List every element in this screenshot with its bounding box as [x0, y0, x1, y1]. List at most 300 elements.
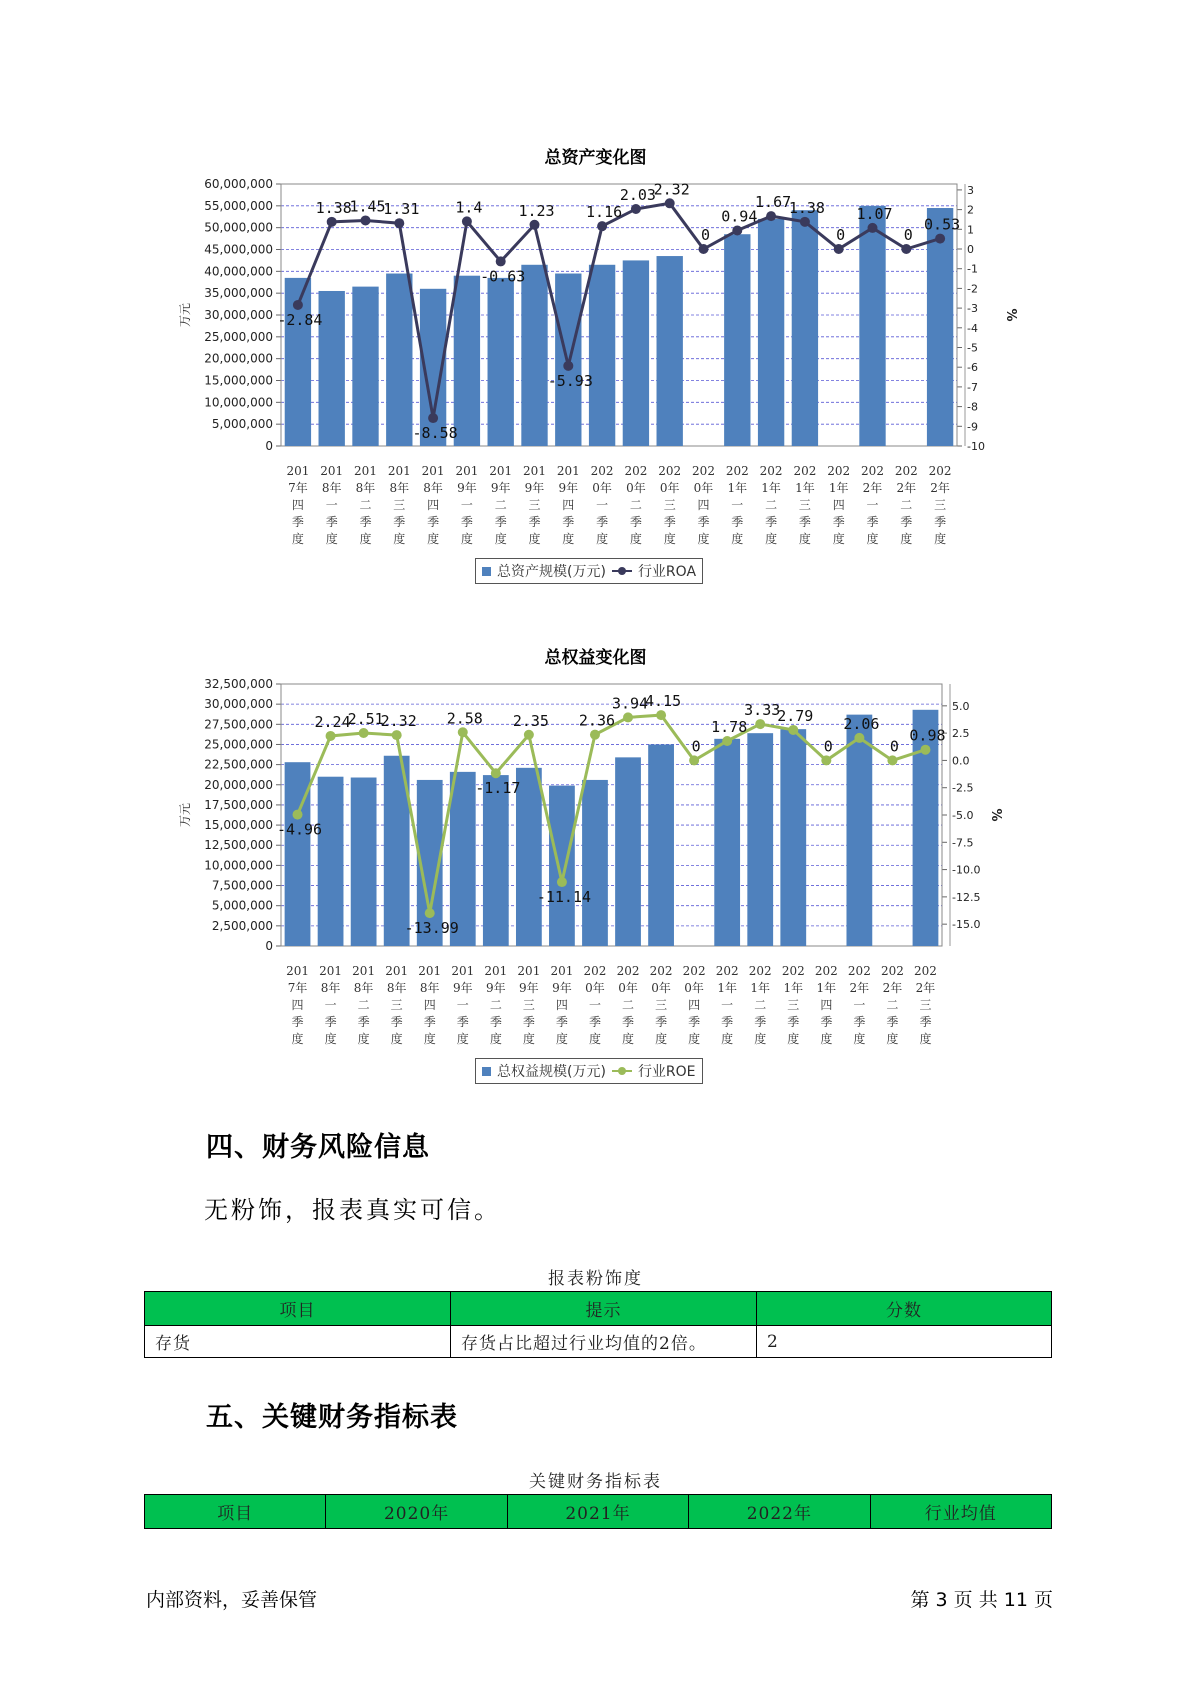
- data-label: 1.78: [711, 717, 748, 736]
- x-tick-label: 0年: [684, 981, 704, 995]
- data-point: [821, 755, 831, 765]
- data-label: 1.16: [586, 203, 623, 222]
- x-tick-label: 一: [721, 998, 734, 1012]
- bar-legend-swatch: [482, 1067, 491, 1076]
- x-tick-label: 季: [489, 1015, 502, 1029]
- x-tick-label: 四: [820, 998, 833, 1012]
- y-axis-title: 万元: [178, 302, 192, 328]
- x-tick-label: 201: [320, 464, 344, 478]
- x-tick-label: 三: [798, 498, 811, 512]
- x-tick-label: 202: [759, 464, 783, 478]
- total-pages: 11: [1003, 1589, 1028, 1611]
- x-tick-label: 季: [359, 515, 372, 529]
- data-point: [732, 225, 742, 235]
- y-tick-label: 30,000,000: [204, 308, 273, 322]
- x-tick-label: 一: [853, 998, 866, 1012]
- y2-tick-label: -7.5: [952, 836, 974, 850]
- chart1-title: 总资产变化图: [544, 148, 647, 168]
- x-tick-label: 度: [291, 532, 304, 546]
- x-tick-label: 9年: [524, 481, 545, 495]
- x-tick-label: 201: [286, 464, 310, 478]
- data-label: -11.14: [536, 888, 592, 907]
- data-point: [800, 217, 810, 227]
- bar: [747, 733, 773, 946]
- data-label: -0.63: [480, 267, 526, 286]
- x-tick-label: 一: [325, 498, 338, 512]
- x-tick-label: 201: [286, 964, 309, 978]
- data-label: 1.38: [788, 198, 825, 217]
- x-tick-label: 度: [934, 532, 947, 546]
- data-point: [788, 725, 798, 735]
- x-tick-label: 二: [754, 998, 767, 1012]
- y2-axis-title: %: [988, 808, 1003, 822]
- y-tick-label: 12,500,000: [204, 838, 273, 853]
- y2-tick-label: -10.0: [952, 863, 981, 877]
- current-page: 3: [935, 1589, 948, 1611]
- data-point: [887, 755, 897, 765]
- y2-tick-label: -8: [967, 400, 978, 414]
- data-point: [327, 217, 337, 227]
- x-tick-label: 季: [460, 515, 473, 529]
- y2-tick-label: -10: [967, 440, 985, 453]
- page-prefix: 第: [910, 1589, 930, 1611]
- y2-tick-label: 1: [967, 223, 974, 237]
- y-tick-label: 30,000,000: [204, 697, 273, 712]
- data-label: 2.24: [314, 712, 351, 731]
- x-tick-label: 2年: [930, 481, 950, 495]
- x-tick-label: 202: [827, 464, 851, 478]
- bar: [488, 278, 514, 446]
- x-tick-label: 度: [423, 1032, 436, 1046]
- y-tick-label: 22,500,000: [204, 757, 273, 772]
- x-tick-label: 度: [528, 532, 541, 546]
- chart2-legend-bar-label: 总权益规模(万元): [497, 1064, 606, 1080]
- bar: [780, 729, 806, 946]
- y-tick-label: 0: [265, 439, 273, 453]
- x-tick-label: 季: [596, 515, 609, 529]
- y2-tick-label: 0: [967, 243, 974, 257]
- data-point: [524, 730, 534, 740]
- x-tick-label: 季: [886, 1015, 899, 1029]
- bar: [521, 265, 547, 446]
- line-legend-swatch: [612, 570, 632, 572]
- data-label: 0: [691, 737, 701, 756]
- x-tick-label: 季: [325, 515, 338, 529]
- bar: [318, 777, 344, 946]
- x-tick-label: 201: [354, 464, 377, 478]
- x-tick-label: 季: [390, 1015, 403, 1029]
- table-cell: 2: [757, 1326, 1052, 1358]
- x-tick-label: 季: [820, 1015, 833, 1029]
- x-tick-label: 度: [820, 1032, 833, 1046]
- data-label: -13.99: [404, 919, 459, 938]
- x-tick-label: 季: [555, 1015, 568, 1029]
- x-tick-label: 202: [894, 464, 918, 478]
- data-label: 0: [903, 226, 913, 245]
- x-tick-label: 201: [556, 464, 580, 478]
- y-tick-label: 15,000,000: [204, 818, 273, 833]
- bar: [724, 234, 750, 446]
- x-tick-label: 2年: [896, 481, 917, 495]
- x-tick-label: 8年: [423, 481, 443, 495]
- table-header: 2020年: [326, 1495, 507, 1529]
- x-tick-label: 201: [418, 964, 442, 978]
- data-label: 1.45: [349, 197, 386, 216]
- line-legend-swatch: [612, 1070, 632, 1072]
- y2-tick-label: -2: [967, 282, 978, 296]
- x-tick-label: 1年: [727, 481, 748, 495]
- x-tick-label: 度: [919, 1032, 932, 1046]
- x-tick-label: 201: [517, 964, 541, 978]
- y2-tick-label: 2.5: [952, 727, 970, 741]
- x-tick-label: 季: [754, 1015, 767, 1029]
- bar: [927, 208, 953, 446]
- x-tick-label: 度: [324, 1032, 337, 1046]
- x-tick-label: 二: [765, 498, 778, 512]
- x-tick-label: 三: [919, 998, 932, 1012]
- data-label: 2.03: [619, 186, 656, 205]
- page-suffix: 页: [1033, 1589, 1053, 1611]
- x-tick-label: 201: [387, 464, 411, 478]
- x-tick-label: 季: [393, 515, 406, 529]
- x-tick-label: 202: [715, 964, 739, 978]
- x-tick-label: 201: [455, 464, 479, 478]
- data-label: -4.96: [276, 820, 323, 839]
- x-tick-label: 201: [550, 964, 574, 978]
- y-tick-label: 55,000,000: [204, 198, 273, 213]
- x-tick-label: 季: [494, 515, 507, 529]
- x-tick-label: 季: [427, 515, 440, 529]
- y2-tick-label: -4: [967, 321, 978, 335]
- data-point: [530, 220, 540, 230]
- x-tick-label: 度: [357, 1032, 370, 1046]
- x-tick-label: 度: [456, 1032, 469, 1046]
- section4-heading: 四、财务风险信息: [206, 1132, 430, 1163]
- x-tick-label: 2年: [915, 981, 936, 995]
- data-label: -1.17: [475, 779, 521, 798]
- data-label: -2.84: [277, 310, 323, 329]
- data-label: 2.58: [446, 709, 483, 728]
- x-tick-label: 0年: [618, 981, 638, 995]
- y-tick-label: 45,000,000: [204, 242, 273, 257]
- x-tick-label: 201: [484, 964, 508, 978]
- data-label: 1.67: [755, 193, 792, 212]
- data-point: [359, 728, 369, 738]
- x-tick-label: 度: [494, 532, 507, 546]
- window-dressing-table: [144, 1291, 1052, 1358]
- x-tick-label: 度: [663, 532, 676, 546]
- x-tick-label: 度: [489, 1032, 502, 1046]
- x-tick-label: 三: [934, 498, 947, 512]
- x-tick-label: 8年: [353, 981, 374, 995]
- data-label: 0: [889, 737, 899, 756]
- x-tick-label: 2年: [849, 981, 870, 995]
- x-tick-label: 2年: [862, 481, 883, 495]
- x-tick-label: 度: [562, 532, 575, 546]
- x-tick-label: 度: [697, 532, 710, 546]
- x-tick-label: 四: [555, 998, 568, 1012]
- y2-tick-label: -5.0: [952, 809, 974, 822]
- x-tick-label: 202: [616, 964, 640, 978]
- x-tick-label: 度: [555, 1032, 568, 1046]
- data-label: 1.07: [856, 204, 893, 223]
- x-tick-label: 度: [832, 532, 845, 546]
- x-tick-label: 季: [588, 1015, 601, 1029]
- y2-tick-label: -1: [967, 262, 978, 276]
- section4-text: 无粉饰，报表真实可信。: [204, 1196, 501, 1224]
- x-tick-label: 三: [528, 498, 541, 512]
- x-tick-label: 202: [590, 464, 614, 478]
- data-label: 0: [700, 226, 711, 245]
- x-tick-label: 202: [861, 464, 884, 478]
- x-tick-label: 季: [934, 515, 947, 529]
- x-tick-label: 四: [562, 498, 575, 512]
- data-label: 2.79: [777, 706, 814, 725]
- chart1-legend-bar-label: 总资产规模(万元): [497, 564, 606, 580]
- table-header: 提示: [451, 1292, 757, 1326]
- x-tick-label: 一: [460, 498, 473, 512]
- data-label: -5.93: [547, 371, 593, 390]
- x-tick-label: 0年: [693, 481, 714, 495]
- x-tick-label: 度: [787, 1032, 800, 1046]
- data-point: [689, 755, 699, 765]
- bar: [549, 786, 575, 946]
- x-tick-label: 202: [682, 964, 706, 978]
- x-tick-label: 度: [721, 1032, 734, 1046]
- table-header: 行业均值: [870, 1495, 1051, 1529]
- y2-tick-label: -15.0: [952, 918, 981, 932]
- x-tick-label: 四: [291, 998, 304, 1012]
- x-tick-label: 202: [583, 964, 607, 978]
- y-tick-label: 35,000,000: [204, 286, 273, 301]
- x-tick-label: 季: [900, 515, 913, 529]
- data-label: 1.23: [518, 201, 555, 220]
- x-tick-label: 1年: [761, 481, 781, 495]
- x-tick-label: 度: [460, 532, 473, 546]
- data-label: 2.32: [380, 712, 417, 731]
- section5-heading: 五、关键财务指标表: [206, 1402, 458, 1433]
- x-tick-label: 202: [880, 964, 904, 978]
- x-tick-label: 7年: [288, 481, 308, 495]
- data-label: 0: [823, 737, 833, 756]
- x-tick-label: 9年: [486, 981, 506, 995]
- y-tick-label: 27,500,000: [204, 717, 273, 732]
- x-tick-label: 1年: [828, 481, 849, 495]
- y-tick-label: 5,000,000: [211, 417, 273, 432]
- data-point: [766, 211, 776, 221]
- table-cell: 存货占比超过行业均值的2倍。: [451, 1326, 757, 1358]
- x-tick-label: 季: [866, 515, 879, 529]
- x-tick-label: 度: [588, 1032, 601, 1046]
- x-tick-label: 201: [451, 964, 475, 978]
- bar: [386, 274, 412, 446]
- x-tick-label: 季: [291, 515, 304, 529]
- bar: [623, 260, 649, 446]
- data-point: [920, 745, 930, 755]
- bar: [352, 287, 378, 446]
- bar: [483, 775, 509, 946]
- data-label: 1.38: [315, 198, 352, 217]
- chart1-legend-line-label: 行业ROA: [637, 564, 697, 580]
- data-label: 2.06: [843, 714, 880, 733]
- data-label: 3.94: [611, 694, 649, 713]
- y-tick-label: 0: [265, 939, 273, 953]
- bar: [657, 256, 683, 446]
- page-number: [910, 1585, 1053, 1612]
- y2-tick-label: -12.5: [952, 890, 981, 904]
- data-point: [834, 244, 844, 254]
- x-tick-label: 8年: [321, 481, 342, 495]
- x-tick-label: 三: [663, 498, 676, 512]
- x-tick-label: 一: [456, 998, 469, 1012]
- total-assets-chart: [0, 177, 1191, 600]
- x-tick-label: 四: [291, 498, 304, 512]
- data-label: 2.35: [512, 711, 549, 730]
- x-tick-label: 202: [692, 464, 715, 478]
- data-point: [394, 218, 404, 228]
- y-tick-label: 10,000,000: [204, 858, 273, 873]
- data-label: 0.94: [721, 207, 758, 226]
- x-tick-label: 1年: [816, 981, 837, 995]
- data-point: [361, 215, 371, 225]
- x-tick-label: 8年: [320, 981, 341, 995]
- x-tick-label: 度: [291, 1032, 304, 1046]
- x-tick-label: 度: [866, 532, 879, 546]
- x-tick-label: 202: [658, 464, 682, 478]
- table-header: 分数: [757, 1292, 1052, 1326]
- x-tick-label: 201: [319, 964, 343, 978]
- data-point: [590, 730, 600, 740]
- x-tick-label: 三: [655, 998, 668, 1012]
- table-header: 2021年: [507, 1495, 688, 1529]
- data-label: 2.32: [653, 180, 690, 199]
- x-tick-label: 202: [781, 964, 805, 978]
- x-tick-label: 8年: [419, 981, 440, 995]
- total-equity-chart: [0, 677, 1191, 1100]
- y-tick-label: 50,000,000: [204, 220, 273, 235]
- x-tick-label: 度: [754, 1032, 767, 1046]
- x-tick-label: 季: [291, 1015, 304, 1029]
- data-point: [656, 710, 666, 720]
- x-tick-label: 度: [390, 1032, 403, 1046]
- x-tick-label: 0年: [626, 481, 646, 495]
- x-tick-label: 一: [324, 998, 337, 1012]
- x-tick-label: 四: [697, 498, 710, 512]
- x-tick-label: 度: [765, 532, 778, 546]
- chart2-legend-line-label: 行业ROE: [637, 1064, 696, 1080]
- y-tick-label: 60,000,000: [204, 177, 273, 191]
- x-tick-label: 二: [359, 498, 372, 512]
- x-tick-label: 201: [385, 964, 409, 978]
- x-tick-label: 1年: [783, 981, 804, 995]
- x-tick-label: 度: [655, 1032, 668, 1046]
- data-label: 2.51: [347, 710, 384, 729]
- x-tick-label: 季: [456, 1015, 469, 1029]
- x-tick-label: 0年: [659, 481, 680, 495]
- data-point: [428, 413, 438, 423]
- x-tick-label: 三: [522, 998, 535, 1012]
- y2-tick-label: 0.0: [952, 754, 970, 768]
- data-label: 4.15: [645, 692, 682, 711]
- data-point: [563, 361, 573, 371]
- data-point: [462, 216, 472, 226]
- x-tick-label: 202: [847, 964, 871, 978]
- y2-tick-label: -9: [967, 420, 978, 434]
- data-point: [293, 810, 303, 820]
- y-tick-label: 17,500,000: [204, 797, 273, 812]
- x-tick-label: 0年: [651, 981, 671, 995]
- x-tick-label: 9年: [519, 981, 539, 995]
- x-tick-label: 202: [928, 464, 952, 478]
- x-tick-label: 2年: [882, 981, 903, 995]
- y-tick-label: 15,000,000: [204, 373, 273, 388]
- data-label: 2.36: [578, 711, 616, 730]
- y2-tick-label: 3: [967, 183, 974, 197]
- x-tick-label: 度: [622, 1032, 635, 1046]
- x-tick-label: 201: [352, 964, 376, 978]
- x-tick-label: 二: [357, 998, 370, 1012]
- data-label: 1.31: [383, 200, 420, 219]
- x-tick-label: 三: [787, 998, 800, 1012]
- x-tick-label: 季: [688, 1015, 701, 1029]
- y2-tick-label: 5.0: [952, 699, 970, 713]
- x-tick-label: 度: [886, 1032, 899, 1046]
- x-tick-label: 1年: [717, 981, 737, 995]
- data-point: [854, 733, 864, 743]
- bar: [648, 744, 674, 946]
- y2-tick-label: -2.5: [952, 781, 974, 795]
- x-tick-label: 四: [427, 498, 440, 512]
- data-label: 0.53: [924, 215, 961, 234]
- x-tick-label: 202: [649, 964, 673, 978]
- x-tick-label: 7年: [287, 981, 308, 995]
- x-tick-label: 9年: [457, 481, 477, 495]
- data-point: [496, 256, 506, 266]
- x-tick-label: 202: [725, 464, 749, 478]
- bar: [714, 739, 740, 946]
- x-tick-label: 8年: [355, 481, 376, 495]
- x-tick-label: 201: [489, 464, 513, 478]
- x-tick-label: 度: [325, 532, 338, 546]
- x-tick-label: 三: [390, 998, 403, 1012]
- key-indicators-table: [144, 1494, 1052, 1529]
- data-point: [935, 234, 945, 244]
- x-tick-label: 季: [528, 515, 541, 529]
- y-tick-label: 5,000,000: [211, 898, 273, 913]
- x-tick-label: 度: [359, 532, 372, 546]
- x-tick-label: 季: [721, 1015, 734, 1029]
- chart2-legend: [475, 1058, 703, 1084]
- x-tick-label: 季: [787, 1015, 800, 1029]
- y2-axis-title: %: [1003, 308, 1018, 322]
- x-tick-label: 1年: [750, 981, 771, 995]
- x-tick-label: 二: [629, 498, 642, 512]
- x-tick-label: 季: [622, 1015, 635, 1029]
- y-tick-label: 20,000,000: [204, 777, 273, 792]
- x-tick-label: 9年: [452, 981, 473, 995]
- y2-tick-label: -5: [967, 341, 978, 355]
- section5-table-caption: 关键财务指标表: [529, 1472, 662, 1492]
- x-tick-label: 二: [494, 498, 507, 512]
- x-tick-label: 度: [900, 532, 913, 546]
- x-tick-label: 二: [886, 998, 899, 1012]
- x-tick-label: 季: [697, 515, 710, 529]
- x-tick-label: 季: [522, 1015, 535, 1029]
- table-cell: 存货: [145, 1326, 451, 1358]
- data-point: [293, 300, 303, 310]
- data-label: -8.58: [412, 424, 458, 443]
- x-tick-label: 一: [596, 498, 609, 512]
